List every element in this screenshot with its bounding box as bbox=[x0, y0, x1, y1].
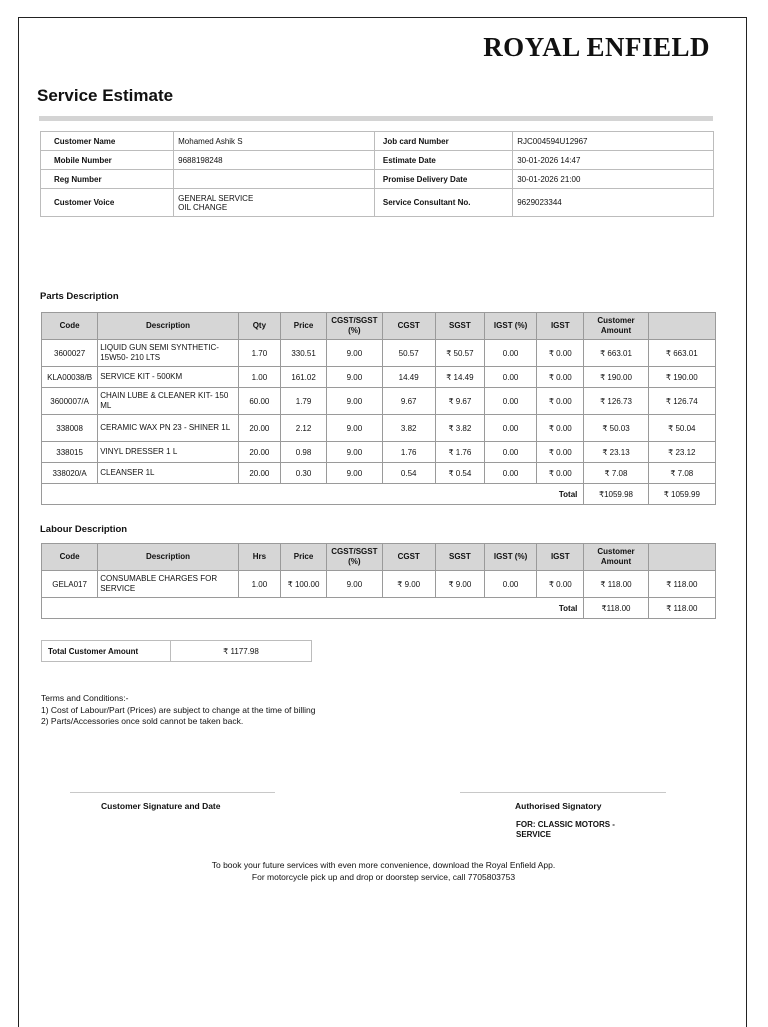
table-row bbox=[42, 388, 716, 415]
table-cell: ₹ 14.49 bbox=[435, 367, 484, 388]
total-row bbox=[42, 484, 716, 505]
table-cell: 0.30 bbox=[280, 463, 326, 484]
column-header: Customer Amount bbox=[584, 313, 648, 340]
table-cell: 330.51 bbox=[280, 340, 326, 367]
column-header: CGST bbox=[382, 313, 435, 340]
mobile-label: Mobile Number bbox=[41, 151, 174, 170]
column-header: Hrs bbox=[238, 544, 280, 571]
column-header bbox=[648, 544, 715, 571]
column-header bbox=[648, 313, 715, 340]
table-cell: 0.00 bbox=[484, 367, 536, 388]
table-cell: 3600027 bbox=[42, 340, 98, 367]
total-customer-amount-row bbox=[42, 641, 312, 662]
table-cell: 9.00 bbox=[327, 367, 382, 388]
table-row bbox=[42, 340, 716, 367]
table-cell: ₹ 100.00 bbox=[280, 571, 326, 598]
total-final-amount: ₹ 118.00 bbox=[648, 598, 715, 619]
table-cell: CLEANSER 1L bbox=[98, 463, 239, 484]
column-header: IGST (%) bbox=[484, 313, 536, 340]
dealer-line: SERVICE bbox=[516, 830, 551, 839]
terms-line: 1) Cost of Labour/Part (Prices) are subject to change at the time of billing bbox=[41, 704, 316, 715]
table-cell: ₹ 50.03 bbox=[584, 415, 648, 442]
table-cell: ₹ 190.00 bbox=[648, 367, 715, 388]
table-cell: ₹ 0.00 bbox=[537, 571, 584, 598]
column-header: IGST (%) bbox=[484, 544, 536, 571]
promise-date-value: 30-01-2026 21:00 bbox=[513, 170, 714, 189]
authorised-signature-line bbox=[460, 792, 666, 793]
table-cell: 0.98 bbox=[280, 442, 326, 463]
column-header: Qty bbox=[238, 313, 280, 340]
table-cell: 9.00 bbox=[327, 340, 382, 367]
mobile-value: 9688198248 bbox=[174, 151, 375, 170]
terms-and-conditions bbox=[41, 693, 316, 728]
customer-name-label: Customer Name bbox=[41, 132, 174, 151]
customer-info-table bbox=[40, 131, 714, 217]
consultant-label: Service Consultant No. bbox=[374, 189, 512, 217]
table-cell: ₹ 7.08 bbox=[584, 463, 648, 484]
terms-line: 2) Parts/Accessories once sold cannot be taken back. bbox=[41, 716, 244, 726]
table-cell: 60.00 bbox=[238, 388, 280, 415]
table-cell: 9.00 bbox=[327, 463, 382, 484]
total-customer-amount-table bbox=[41, 640, 312, 662]
total-label: Total bbox=[42, 484, 584, 505]
table-cell: 0.00 bbox=[484, 340, 536, 367]
table-cell: 3600007/A bbox=[42, 388, 98, 415]
terms-heading: Terms and Conditions:- bbox=[41, 693, 129, 703]
table-cell: ₹ 23.13 bbox=[584, 442, 648, 463]
table-cell: ₹ 190.00 bbox=[584, 367, 648, 388]
customer-voice-label: Customer Voice bbox=[41, 189, 174, 217]
table-cell: SERVICE KIT - 500KM bbox=[98, 367, 239, 388]
dealer-name bbox=[516, 820, 615, 840]
labour-heading: Labour Description bbox=[40, 524, 128, 535]
table-cell: 161.02 bbox=[280, 367, 326, 388]
footer-line: To book your future services with even more convenience, download the Royal Enfield App. bbox=[211, 860, 556, 870]
info-row bbox=[41, 189, 714, 217]
customer-signature-line bbox=[70, 792, 275, 793]
table-cell: CERAMIC WAX PN 23 - SHINER 1L bbox=[98, 415, 239, 442]
dealer-line: FOR: CLASSIC MOTORS - bbox=[516, 820, 615, 829]
estimate-date-label: Estimate Date bbox=[374, 151, 512, 170]
column-header: Code bbox=[42, 313, 98, 340]
table-cell: ₹ 3.82 bbox=[435, 415, 484, 442]
table-cell: 9.00 bbox=[327, 442, 382, 463]
table-cell: 3.82 bbox=[382, 415, 435, 442]
table-cell: 0.00 bbox=[484, 388, 536, 415]
column-header: CGST/SGST (%) bbox=[327, 544, 382, 571]
voice-line: GENERAL SERVICE bbox=[178, 193, 254, 203]
estimate-date-value: 30-01-2026 14:47 bbox=[513, 151, 714, 170]
voice-line: OIL CHANGE bbox=[178, 202, 228, 212]
table-cell: ₹ 663.01 bbox=[584, 340, 648, 367]
table-cell: 9.00 bbox=[327, 571, 382, 598]
column-header: SGST bbox=[435, 544, 484, 571]
table-cell: 9.00 bbox=[327, 388, 382, 415]
table-cell: ₹ 9.00 bbox=[435, 571, 484, 598]
column-header: Description bbox=[98, 544, 239, 571]
table-cell: ₹ 118.00 bbox=[648, 571, 715, 598]
table-row bbox=[42, 571, 716, 598]
consultant-value: 9629023344 bbox=[513, 189, 714, 217]
table-cell: 0.00 bbox=[484, 442, 536, 463]
estimate-page bbox=[18, 17, 747, 1027]
total-row bbox=[42, 598, 716, 619]
table-cell: CHAIN LUBE & CLEANER KIT- 150 ML bbox=[98, 388, 239, 415]
brand-logo: ROYAL ENFIELD bbox=[483, 32, 710, 62]
total-customer-amount-value: ₹ 1177.98 bbox=[171, 641, 312, 662]
table-cell: ₹ 126.74 bbox=[648, 388, 715, 415]
table-cell: 1.00 bbox=[238, 571, 280, 598]
table-row bbox=[42, 463, 716, 484]
table-cell: ₹ 126.73 bbox=[584, 388, 648, 415]
total-customer-amount-label: Total Customer Amount bbox=[42, 641, 171, 662]
table-cell: ₹ 0.54 bbox=[435, 463, 484, 484]
table-cell: ₹ 0.00 bbox=[537, 340, 584, 367]
column-header: Code bbox=[42, 544, 98, 571]
table-cell: 1.00 bbox=[238, 367, 280, 388]
job-card-label: Job card Number bbox=[374, 132, 512, 151]
footer-line: For motorcycle pick up and drop or doorstep service, call 7705803753 bbox=[251, 872, 516, 882]
table-cell: 1.79 bbox=[280, 388, 326, 415]
column-header: Price bbox=[280, 313, 326, 340]
table-cell: VINYL DRESSER 1 L bbox=[98, 442, 239, 463]
customer-voice-value bbox=[174, 189, 375, 217]
table-cell: KLA00038/B bbox=[42, 367, 98, 388]
info-row bbox=[41, 151, 714, 170]
header-row bbox=[42, 544, 716, 571]
total-final-amount: ₹ 1059.99 bbox=[648, 484, 715, 505]
column-header: CGST/SGST (%) bbox=[327, 313, 382, 340]
table-cell: CONSUMABLE CHARGES FOR SERVICE bbox=[98, 571, 239, 598]
info-row bbox=[41, 170, 714, 189]
table-cell: ₹ 0.00 bbox=[537, 442, 584, 463]
total-customer-amount: ₹1059.98 bbox=[584, 484, 648, 505]
table-cell: ₹ 7.08 bbox=[648, 463, 715, 484]
table-cell: ₹ 0.00 bbox=[537, 367, 584, 388]
table-cell: 338008 bbox=[42, 415, 98, 442]
table-row bbox=[42, 367, 716, 388]
table-cell: 0.00 bbox=[484, 415, 536, 442]
table-cell: 20.00 bbox=[238, 442, 280, 463]
column-header: Description bbox=[98, 313, 239, 340]
job-card-value: RJC004594U12967 bbox=[513, 132, 714, 151]
table-cell: ₹ 0.00 bbox=[537, 388, 584, 415]
table-cell: ₹ 0.00 bbox=[537, 415, 584, 442]
total-customer-amount: ₹118.00 bbox=[584, 598, 648, 619]
table-cell: 9.67 bbox=[382, 388, 435, 415]
customer-name-value: Mohamed Ashik S bbox=[174, 132, 375, 151]
reg-value bbox=[174, 170, 375, 189]
table-cell: ₹ 1.76 bbox=[435, 442, 484, 463]
table-cell: 50.57 bbox=[382, 340, 435, 367]
reg-label: Reg Number bbox=[41, 170, 174, 189]
title-divider bbox=[39, 116, 713, 121]
table-cell: 2.12 bbox=[280, 415, 326, 442]
column-header: Price bbox=[280, 544, 326, 571]
table-cell: ₹ 9.00 bbox=[382, 571, 435, 598]
table-row bbox=[42, 442, 716, 463]
table-cell: 1.76 bbox=[382, 442, 435, 463]
header-row bbox=[42, 313, 716, 340]
parts-table bbox=[41, 312, 716, 505]
promise-date-label: Promise Delivery Date bbox=[374, 170, 512, 189]
table-cell: ₹ 50.04 bbox=[648, 415, 715, 442]
table-cell: ₹ 9.67 bbox=[435, 388, 484, 415]
column-header: CGST bbox=[382, 544, 435, 571]
column-header: Customer Amount bbox=[584, 544, 648, 571]
table-cell: 14.49 bbox=[382, 367, 435, 388]
footer-note bbox=[19, 859, 748, 883]
table-cell: 20.00 bbox=[238, 463, 280, 484]
table-cell: GELA017 bbox=[42, 571, 98, 598]
table-cell: 1.70 bbox=[238, 340, 280, 367]
table-cell: LIQUID GUN SEMI SYNTHETIC-15W50- 210 LTS bbox=[98, 340, 239, 367]
column-header: IGST bbox=[537, 313, 584, 340]
customer-signature-label: Customer Signature and Date bbox=[101, 801, 221, 811]
table-cell: 338015 bbox=[42, 442, 98, 463]
info-row bbox=[41, 132, 714, 151]
table-cell: 0.54 bbox=[382, 463, 435, 484]
parts-heading: Parts Description bbox=[40, 291, 119, 302]
table-cell: 338020/A bbox=[42, 463, 98, 484]
labour-table bbox=[41, 543, 716, 619]
column-header: SGST bbox=[435, 313, 484, 340]
page-title: Service Estimate bbox=[37, 86, 174, 105]
total-label: Total bbox=[42, 598, 584, 619]
table-cell: 0.00 bbox=[484, 571, 536, 598]
table-cell: ₹ 23.12 bbox=[648, 442, 715, 463]
table-cell: 9.00 bbox=[327, 415, 382, 442]
table-cell: ₹ 50.57 bbox=[435, 340, 484, 367]
table-cell: 20.00 bbox=[238, 415, 280, 442]
authorised-signatory-label: Authorised Signatory bbox=[515, 801, 602, 811]
table-row bbox=[42, 415, 716, 442]
column-header: IGST bbox=[537, 544, 584, 571]
table-cell: ₹ 118.00 bbox=[584, 571, 648, 598]
table-cell: ₹ 0.00 bbox=[537, 463, 584, 484]
table-cell: 0.00 bbox=[484, 463, 536, 484]
table-cell: ₹ 663.01 bbox=[648, 340, 715, 367]
